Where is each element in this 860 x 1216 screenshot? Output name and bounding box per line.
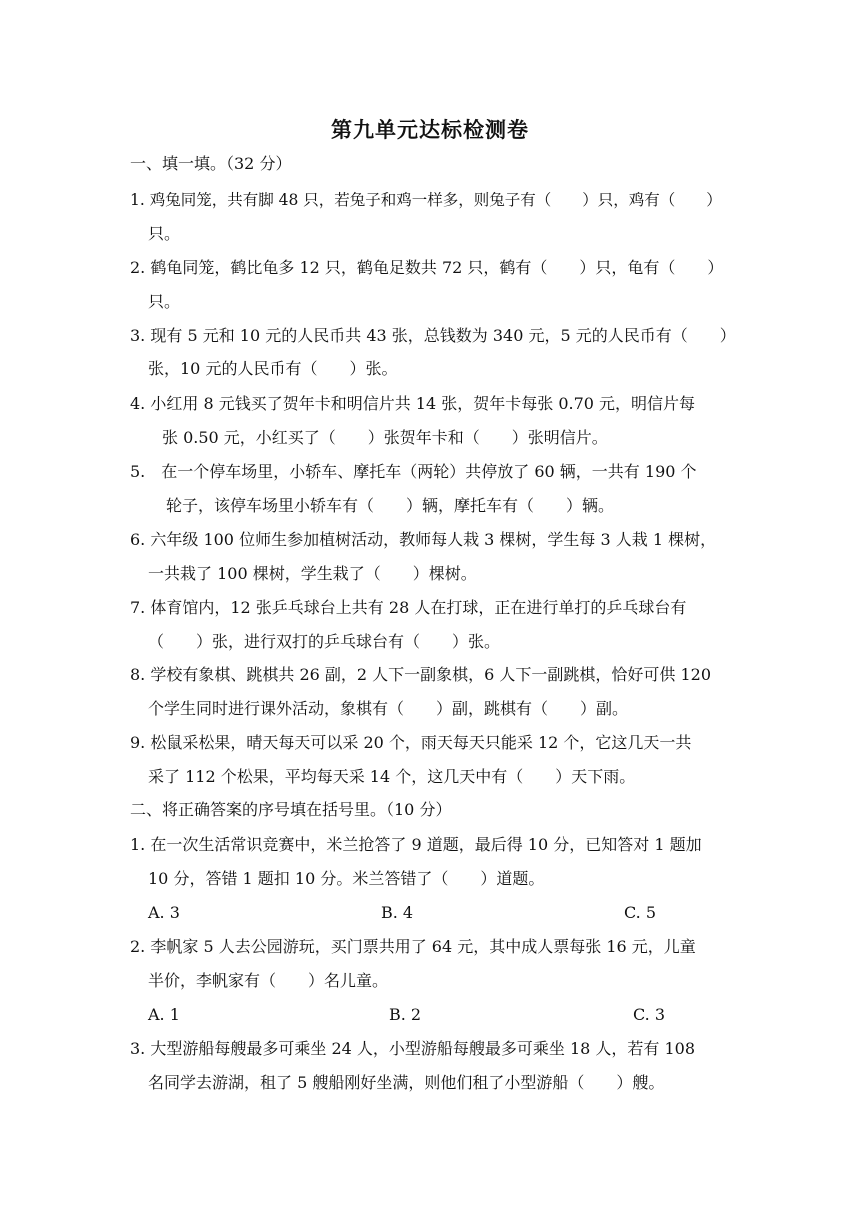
choice-question-3-line-1: 3. 大型游船每艘最多可乘坐 24 人，小型游船每艘最多可乘坐 18 人，若有 108	[130, 1039, 696, 1058]
option-a: A. 1	[148, 1005, 180, 1024]
option-c: C. 3	[633, 1005, 666, 1024]
page-title: 第九单元达标检测卷	[331, 117, 529, 142]
question-9-line-2: 采了 112 个松果，平均每天采 14 个，这几天中有（ ）天下雨。	[148, 767, 636, 786]
question-6-line-1: 6. 六年级 100 位师生参加植树活动，教师每人栽 3 棵树，学生每 3 人栽 1 棵树，	[130, 530, 717, 549]
question-3-line-1: 3. 现有 5 元和 10 元的人民币共 43 张，总钱数为 340 元，5 元的人民币有（ ）	[130, 326, 736, 345]
question-1-line-2: 只。	[148, 224, 181, 243]
question-2-line-1: 2. 鹤龟同笼，鹤比龟多 12 只，鹤龟足数共 72 只，鹤有（ ）只，龟有（ ）	[130, 258, 724, 277]
option-c: C. 5	[624, 903, 657, 922]
question-4-line-1: 4. 小红用 8 元钱买了贺年卡和明信片共 14 张，贺年卡每张 0.70 元，明信片每	[130, 394, 696, 413]
option-b: B. 2	[389, 1005, 422, 1024]
question-4-line-2: 张 0.50 元，小红买了（ ）张贺年卡和（ ）张明信片。	[162, 428, 608, 447]
question-1-line-1: 1. 鸡兔同笼，共有脚 48 只，若兔子和鸡一样多，则兔子有（ ）只，鸡有（ ）	[130, 191, 722, 209]
question-8-line-2: 个学生同时进行课外活动，象棋有（ ）副，跳棋有（ ）副。	[148, 699, 629, 718]
question-2-line-2: 只。	[148, 292, 181, 311]
option-a: A. 3	[148, 903, 180, 922]
question-7-line-1: 7. 体育馆内，12 张乒乓球台上共有 28 人在打球，正在进行单打的乒乓球台有	[130, 598, 687, 617]
question-5-line-1: 5. 在一个停车场里，小轿车、摩托车（两轮）共停放了 60 辆，一共有 190 个	[130, 462, 697, 481]
section-heading-fill-in: 一、填一填。（32 分）	[130, 154, 292, 173]
choice-question-1-line-2: 10 分，答错 1 题扣 10 分。米兰答错了（ ）道题。	[148, 869, 545, 888]
question-8-line-1: 8. 学校有象棋、跳棋共 26 副，2 人下一副象棋，6 人下一副跳棋，恰好可供 120	[130, 665, 712, 684]
choice-question-2-line-1: 2. 李帆家 5 人去公园游玩，买门票共用了 64 元，其中成人票每张 16 元，儿童	[130, 937, 696, 956]
choice-question-1-line-1: 1. 在一次生活常识竞赛中，米兰抢答了 9 道题，最后得 10 分，已知答对 1 题加	[130, 835, 702, 854]
option-b: B. 4	[381, 903, 414, 922]
choice-question-2-line-2: 半价，李帆家有（ ）名儿童。	[148, 971, 389, 990]
question-9-line-1: 9. 松鼠采松果，晴天每天可以采 20 个，雨天每天只能采 12 个，它这几天一共	[130, 733, 692, 752]
question-5-line-2: 轮子，该停车场里小轿车有（ ）辆，摩托车有（ ）辆。	[166, 496, 615, 515]
question-7-line-2: （ ）张，进行双打的乒乓球台有（ ）张。	[148, 632, 501, 651]
section-heading-choice: 二、将正确答案的序号填在括号里。（10 分）	[130, 800, 452, 819]
question-6-line-2: 一共栽了 100 棵树，学生栽了（ ）棵树。	[148, 564, 477, 583]
choice-question-3-line-2: 名同学去游湖，租了 5 艘船刚好坐满，则他们租了小型游船（ ）艘。	[148, 1073, 665, 1092]
question-3-line-2: 张，10 元的人民币有（ ）张。	[148, 359, 398, 378]
